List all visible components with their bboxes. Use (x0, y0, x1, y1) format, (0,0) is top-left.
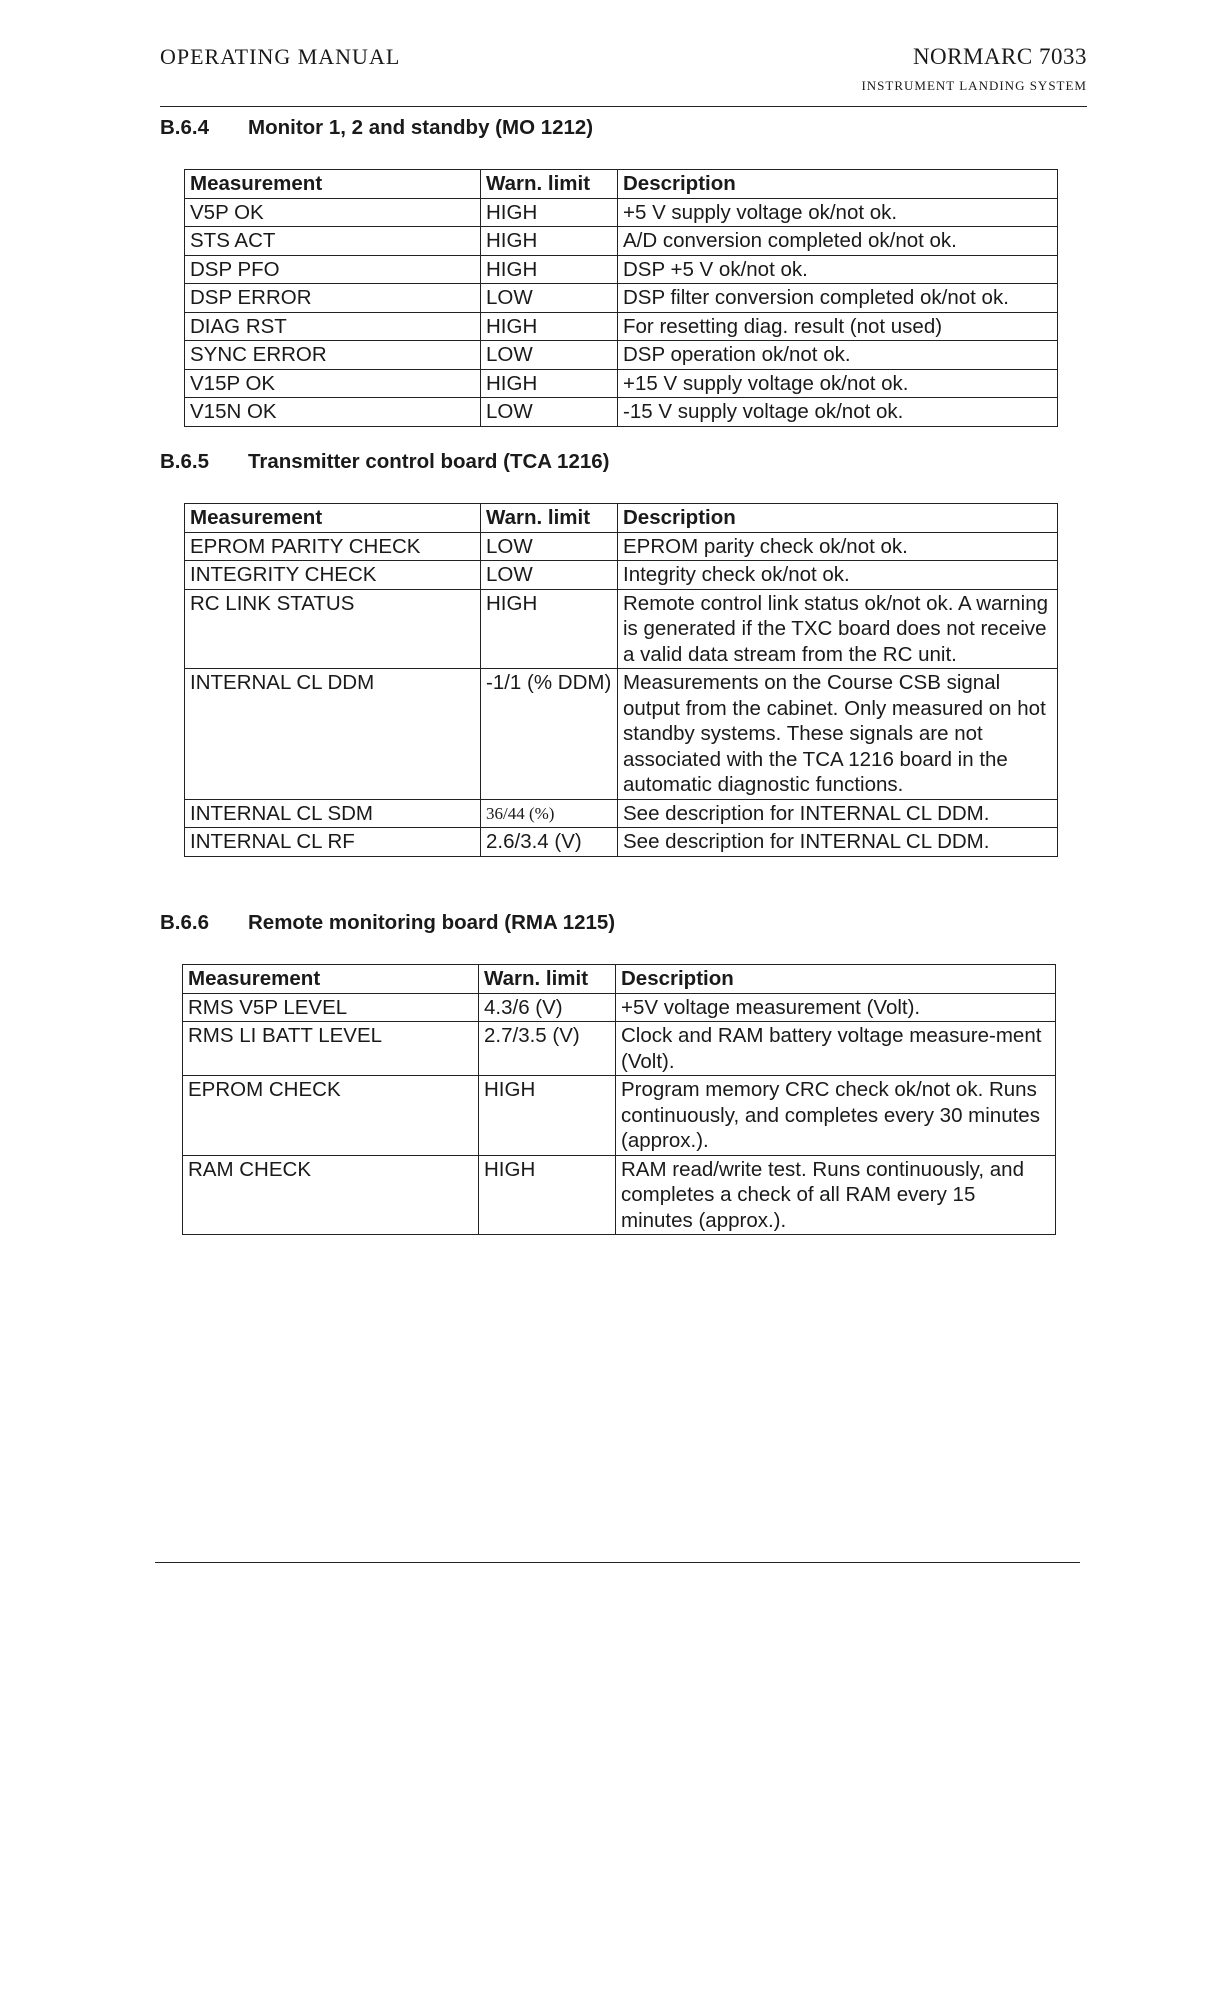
cell-measurement: EPROM PARITY CHECK (185, 532, 481, 561)
cell-description: Remote control link status ok/not ok. A warning is generated if the TXC board does not receive a valid data stream from the RC unit. (618, 589, 1058, 669)
cell-measurement: INTEGRITY CHECK (185, 561, 481, 590)
cell-warn-limit: 36/44 (%) (481, 799, 618, 828)
table-row (183, 1022, 1056, 1076)
product-name: NORMARC 7033 (912, 44, 1087, 69)
column-header-measurement: Measurement (183, 965, 479, 994)
cell-measurement: INTERNAL CL RF (185, 828, 481, 857)
table-row (185, 799, 1058, 828)
column-header-description: Description (618, 170, 1058, 199)
cell-warn-limit: HIGH (481, 255, 618, 284)
table-row (185, 669, 1058, 800)
cell-description: DSP operation ok/not ok. (618, 341, 1058, 370)
cell-description: +15 V supply voltage ok/not ok. (618, 369, 1058, 398)
cell-warn-limit: HIGH (479, 1155, 616, 1235)
column-header-measurement: Measurement (185, 170, 481, 199)
cell-warn-limit: LOW (481, 532, 618, 561)
cell-description: -15 V supply voltage ok/not ok. (618, 398, 1058, 427)
table-row (185, 198, 1058, 227)
cell-warn-limit: 2.7/3.5 (V) (479, 1022, 616, 1076)
product-subtitle: INSTRUMENT LANDING SYSTEM (861, 78, 1087, 93)
table-row (185, 312, 1058, 341)
section-number: B.6.4 (160, 116, 209, 139)
column-header-warn-limit: Warn. limit (481, 170, 618, 199)
table-row (185, 561, 1058, 590)
cell-description: A/D conversion completed ok/not ok. (618, 227, 1058, 256)
cell-measurement: V15P OK (185, 369, 481, 398)
cell-measurement: INTERNAL CL DDM (185, 669, 481, 800)
cell-description: Program memory CRC check ok/not ok. Runs continuously, and completes every 30 minutes (approx.). (616, 1076, 1056, 1156)
section-heading-b65 (160, 450, 609, 474)
cell-description: EPROM parity check ok/not ok. (618, 532, 1058, 561)
section-title: Remote monitoring board (RMA 1215) (248, 911, 616, 934)
cell-description: Clock and RAM battery voltage measure-ment (Volt). (616, 1022, 1056, 1076)
table-header-row (185, 504, 1058, 533)
section-title: Monitor 1, 2 and standby (MO 1212) (248, 116, 594, 139)
table-row (185, 589, 1058, 669)
transmitter-table (184, 503, 1058, 857)
monitor-table (184, 169, 1058, 427)
cell-warn-limit: 4.3/6 (V) (479, 993, 616, 1022)
column-header-warn-limit: Warn. limit (481, 504, 618, 533)
remote-monitoring-table (182, 964, 1056, 1235)
section-title: Transmitter control board (TCA 1216) (248, 450, 610, 473)
cell-measurement: DIAG RST (185, 312, 481, 341)
table-row (185, 255, 1058, 284)
cell-warn-limit: 2.6/3.4 (V) (481, 828, 618, 857)
cell-warn-limit: LOW (481, 341, 618, 370)
section-number: B.6.5 (160, 450, 209, 473)
column-header-description: Description (616, 965, 1056, 994)
cell-warn-limit: HIGH (481, 369, 618, 398)
cell-measurement: STS ACT (185, 227, 481, 256)
table-row (185, 828, 1058, 857)
cell-warn-limit: -1/1 (% DDM) (481, 669, 618, 800)
cell-measurement: V5P OK (185, 198, 481, 227)
cell-warn-limit: HIGH (481, 227, 618, 256)
cell-warn-limit: LOW (481, 284, 618, 313)
cell-measurement: RAM CHECK (183, 1155, 479, 1235)
table-row (185, 341, 1058, 370)
cell-description: For resetting diag. result (not used) (618, 312, 1058, 341)
table-row (185, 284, 1058, 313)
section-number: B.6.6 (160, 911, 209, 934)
section-heading-b66 (160, 911, 615, 935)
cell-warn-limit: LOW (481, 561, 618, 590)
cell-description: See description for INTERNAL CL DDM. (618, 828, 1058, 857)
column-header-warn-limit: Warn. limit (479, 965, 616, 994)
cell-description: RAM read/write test. Runs continuously, and completes a check of all RAM every 15 minutes (approx.). (616, 1155, 1056, 1235)
cell-description: +5 V supply voltage ok/not ok. (618, 198, 1058, 227)
cell-measurement: DSP ERROR (185, 284, 481, 313)
cell-measurement: RC LINK STATUS (185, 589, 481, 669)
column-header-description: Description (618, 504, 1058, 533)
footer-rule (155, 1562, 1080, 1563)
table-row (185, 369, 1058, 398)
cell-measurement: INTERNAL CL SDM (185, 799, 481, 828)
cell-description: Measurements on the Course CSB signal output from the cabinet. Only measured on hot standby systems. These signals are not associated with the TCA 1216 board in the automatic diagnostic functions. (618, 669, 1058, 800)
cell-measurement: RMS LI BATT LEVEL (183, 1022, 479, 1076)
cell-measurement: RMS V5P LEVEL (183, 993, 479, 1022)
cell-warn-limit: HIGH (479, 1076, 616, 1156)
cell-measurement: V15N OK (185, 398, 481, 427)
table-header-row (183, 965, 1056, 994)
cell-measurement: DSP PFO (185, 255, 481, 284)
cell-description: See description for INTERNAL CL DDM. (618, 799, 1058, 828)
cell-warn-limit: HIGH (481, 589, 618, 669)
table-row (185, 398, 1058, 427)
column-header-measurement: Measurement (185, 504, 481, 533)
table-row (183, 1076, 1056, 1156)
table-row (183, 1155, 1056, 1235)
section-heading-b64 (160, 116, 593, 140)
cell-description: Integrity check ok/not ok. (618, 561, 1058, 590)
cell-warn-limit: HIGH (481, 312, 618, 341)
page-header (160, 40, 1087, 107)
cell-measurement: SYNC ERROR (185, 341, 481, 370)
table-row (185, 532, 1058, 561)
cell-description: DSP +5 V ok/not ok. (618, 255, 1058, 284)
cell-description: +5V voltage measurement (Volt). (616, 993, 1056, 1022)
cell-warn-limit: LOW (481, 398, 618, 427)
table-row (185, 227, 1058, 256)
table-row (183, 993, 1056, 1022)
cell-measurement: EPROM CHECK (183, 1076, 479, 1156)
table-header-row (185, 170, 1058, 199)
manual-title: OPERATING MANUAL (160, 44, 401, 69)
cell-warn-limit: HIGH (481, 198, 618, 227)
cell-description: DSP filter conversion completed ok/not ok. (618, 284, 1058, 313)
